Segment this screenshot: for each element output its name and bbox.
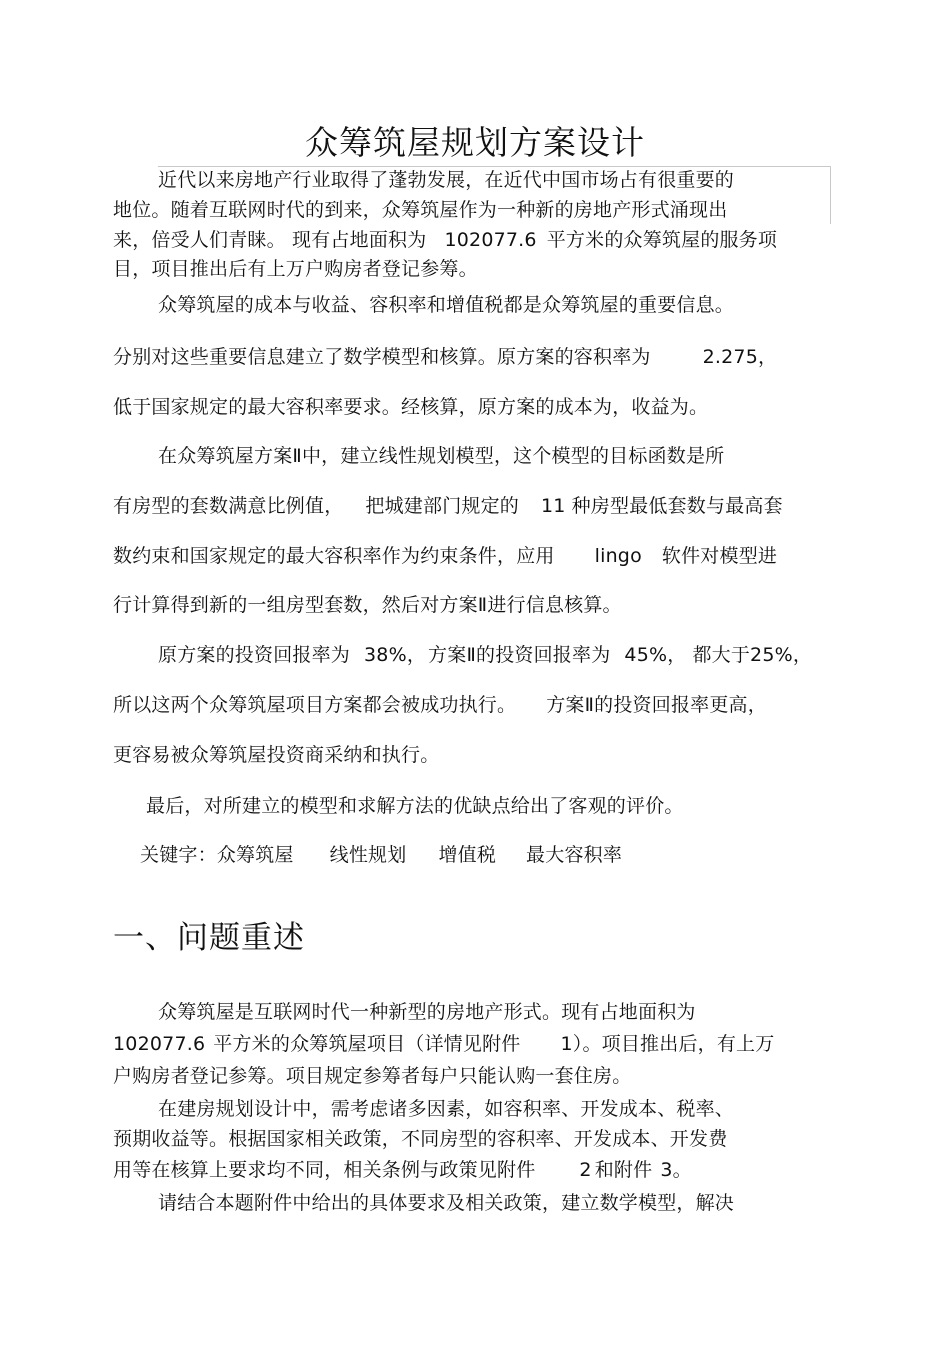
abstract-p3-line2-a: 有房型的套数满意比例值， [113,495,344,517]
abstract-p3-line3 [113,543,777,569]
section1-p1-line3: 户购房者登记参筹。项目规定参筹者每户只能认购一套住房。 [113,1065,632,1087]
section1-p2-line3-a: 用等在核算上要求均不同，相关条例与政策见附件 [113,1159,536,1181]
keyword-item: 众筹筑屋 [216,844,294,866]
section1-p2-line2: 预期收益等。根据国家相关政策，不同房型的容积率、开发成本、开发费 [113,1128,728,1150]
abstract-p3-line3-b: 软件对模型进 [661,545,778,567]
abstract-p4-line1-c: 都大于 [692,644,751,666]
abstract-p2-line2-a: 分别对这些重要信息建立了数学模型和核算。原方案的容积率为 [113,346,651,368]
section-heading: 一、问题重述 [113,920,305,956]
abstract-p3-line4: 行计算得到新的一组房型套数，然后对方案Ⅱ进行信息核算。 [113,594,622,616]
abstract-p3-line3-a: 数约束和国家规定的最大容积率作为约束条件，应用 [113,545,555,567]
abstract-p1-line3 [113,227,777,253]
roi-plan2: 45%， [624,644,687,666]
software-name: lingo [594,545,642,567]
house-type-count: 11 [541,495,566,517]
roi-threshold: 25%， [750,644,813,666]
abstract-p4-line1-a: 原方案的投资回报率为 [158,644,351,666]
abstract-p4-line2 [113,692,767,718]
section1-p1-line2 [113,1031,774,1057]
abstract-p1-line2: 地位。随着互联网时代的到来，众筹筑屋作为一种新的房地产形式涌现出 [113,199,728,221]
section1-p2-line3-b: 和附件 [594,1159,653,1181]
abstract-p1-line4: 目，项目推出后有上万户购房者登记参筹。 [113,258,478,280]
page-title: 众筹筑屋规划方案设计 [305,123,645,162]
abstract-p3-line2-b: 把城建部门规定的 [365,495,520,517]
abstract-p3-line2-c: 种房型最低套数与最高套 [571,495,783,517]
section1-p1-line2-a: 平方米的众筹筑屋项目（详情见附件 [213,1033,521,1055]
abstract-p4-line2-a: 所以这两个众筹筑屋项目方案都会被成功执行。 [113,694,517,716]
abstract-p2-line2 [113,344,777,370]
appendix-ref: 2 [579,1159,592,1181]
abstract-p1-line1: 近代以来房地产行业取得了蓬勃发展，在近代中国市场占有很重要的 [158,169,735,191]
abstract-p2-line1: 众筹筑屋的成本与收益、容积率和增值税都是众筹筑屋的重要信息。 [158,294,735,316]
area-value: 102077.6 [444,229,537,251]
section1-p1-line1: 众筹筑屋是互联网时代一种新型的房地产形式。现有占地面积为 [158,1001,696,1023]
section1-p2-line1: 在建房规划设计中，需考虑诸多因素，如容积率、开发成本、税率、 [158,1098,735,1120]
abstract-p3-line2 [113,493,783,519]
section1-p2-line3 [113,1157,692,1183]
abstract-p4-line3: 更容易被众筹筑屋投资商采纳和执行。 [113,744,440,766]
abstract-p4-line1-b: 方案Ⅱ的投资回报率为 [428,644,611,666]
abstract-p4-line1 [158,642,812,668]
plot-ratio-value: 2.275， [702,346,778,368]
abstract-p4-line2-b: 方案Ⅱ的投资回报率更高， [546,694,767,716]
area-value: 102077.6 [113,1033,206,1055]
section1-p1-line2-b: 1）。项目推出后，有上万 [560,1033,775,1055]
abstract-p1-line3-b: 平方米的众筹筑屋的服务项 [546,229,778,251]
keyword-item: 增值税 [438,844,497,866]
appendix-ref: 3。 [660,1159,692,1181]
abstract-p5: 最后，对所建立的模型和求解方法的优缺点给出了客观的评价。 [146,795,684,817]
abstract-p3-line1: 在众筹筑屋方案Ⅱ中，建立线性规划模型，这个模型的目标函数是所 [158,445,725,467]
section1-p3-line1: 请结合本题附件中给出的具体要求及相关政策，建立数学模型，解决 [158,1192,735,1214]
abstract-p1-line3-a: 来，倍受人们青睐。 现有占地面积为 [113,229,427,251]
roi-original: 38%， [364,644,427,666]
keyword-item: 线性规划 [329,844,407,866]
keywords-label: 关键字： [140,844,217,866]
keyword-item: 最大容积率 [526,844,623,866]
abstract-p2-line3: 低于国家规定的最大容积率要求。经核算，原方案的成本为，收益为。 [113,396,709,418]
keywords-line [140,842,622,868]
